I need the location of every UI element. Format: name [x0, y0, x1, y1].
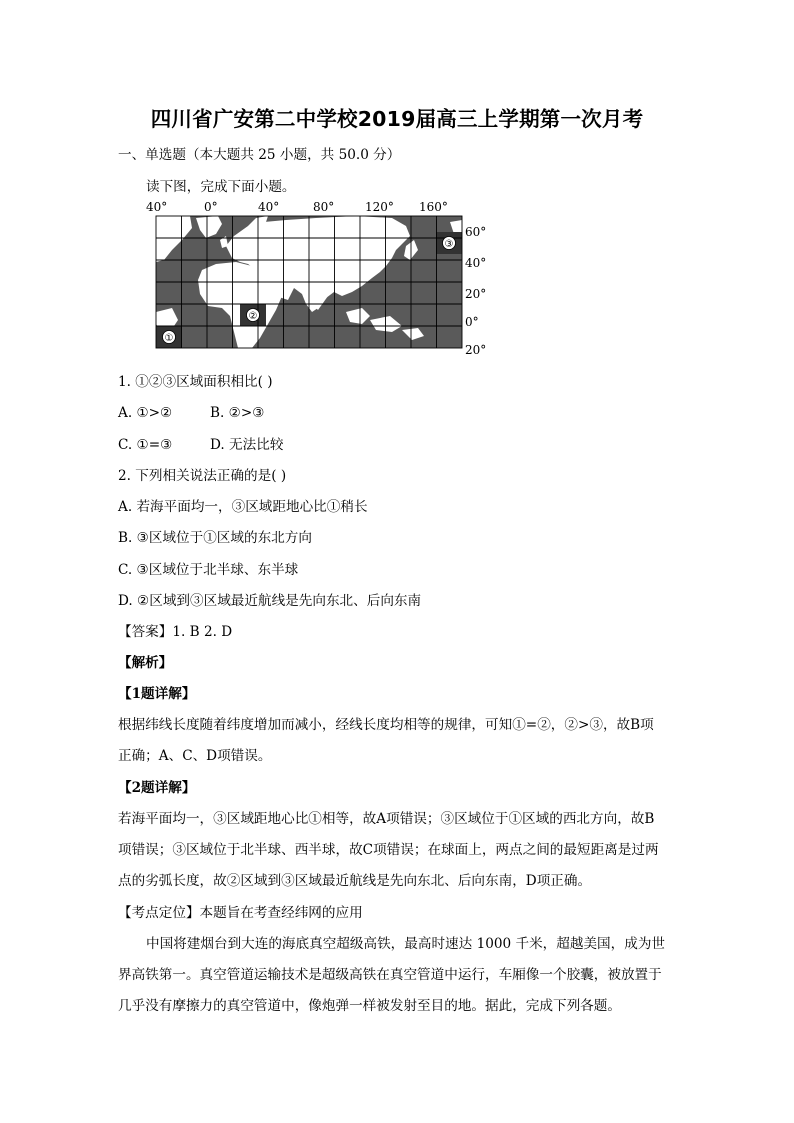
passage-line: 界高铁第一。真空管道运输技术是超级高铁在真空管道中运行，车厢像一个胶囊，被放置于 — [118, 967, 662, 983]
region-2-label: ② — [248, 311, 258, 322]
q1-option-b: B. ②>③ — [210, 405, 265, 421]
passage-line: 几乎没有摩擦力的真空管道中，像炮弹一样被发射至目的地。据此，完成下列各题。 — [118, 998, 621, 1014]
lon-label: 160° — [419, 200, 448, 214]
page-title: 四川省广安第二中学校2019届高三上学期第一次月考 — [150, 107, 644, 131]
detail-1-line: 根据纬线长度随着纬度增加而减小，经线长度均相等的规律，可知①=②，②>③，故B项 — [118, 717, 654, 733]
lon-label: 40° — [146, 200, 168, 214]
lon-label: 0° — [204, 200, 218, 214]
lat-label: 20° — [465, 343, 487, 357]
q1-option-a: A. ①>② — [118, 405, 173, 421]
intro-text: 读下图，完成下面小题。 — [146, 179, 296, 195]
detail-2-heading: 【2题详解】 — [118, 780, 196, 796]
analysis-heading: 【解析】 — [118, 655, 173, 671]
detail-1-line: 正确；A、C、D项错误。 — [118, 748, 272, 764]
answer-line: 【答案】1. B 2. D — [118, 624, 233, 640]
region-1-label: ① — [164, 333, 174, 344]
q2-option-a: A. 若海平面均一，③区域距地心比①稍长 — [118, 499, 368, 515]
lon-label: 120° — [365, 200, 394, 214]
q1-option-d: D. 无法比较 — [210, 437, 284, 453]
question-1-stem: 1. ①②③区域面积相比( ) — [118, 374, 273, 390]
question-2-stem: 2. 下列相关说法正确的是( ) — [118, 468, 287, 484]
q1-option-c: C. ①=③ — [118, 437, 173, 453]
detail-2-line: 项错误；③区域位于北半球、西半球，故C项错误；在球面上，两点之间的最短距离是过两 — [118, 842, 659, 858]
detail-2-line: 若海平面均一，③区域距地心比①相等，故A项错误；③区域位于①区域的西北方向，故B — [118, 811, 655, 827]
q2-option-c: C. ③区域位于北半球、东半球 — [118, 562, 299, 578]
q2-option-d: D. ②区域到③区域最近航线是先向东北、后向东南 — [118, 593, 422, 609]
lat-label: 60° — [465, 225, 487, 239]
section-header: 一、单选题（本大题共 25 小题，共 50.0 分） — [118, 147, 401, 163]
lat-label: 20° — [465, 287, 487, 301]
kaodian-line: 【考点定位】本题旨在考查经纬网的应用 — [118, 905, 363, 921]
detail-1-heading: 【1题详解】 — [118, 686, 196, 702]
lat-label: 0° — [465, 315, 479, 329]
lat-label: 40° — [465, 256, 487, 270]
detail-2-line: 点的劣弧长度，故②区域到③区域最近航线是先向东北、后向东南，D项正确。 — [118, 873, 592, 889]
passage-line: 中国将建烟台到大连的海底真空超级高铁，最高时速达 1000 千米，超越美国，成为世 — [146, 936, 666, 952]
q2-option-b: B. ③区域位于①区域的东北方向 — [118, 530, 312, 546]
region-3-label: ③ — [444, 239, 454, 250]
world-grid-map — [140, 198, 500, 358]
lon-label: 80° — [313, 200, 335, 214]
lon-label: 40° — [258, 200, 280, 214]
